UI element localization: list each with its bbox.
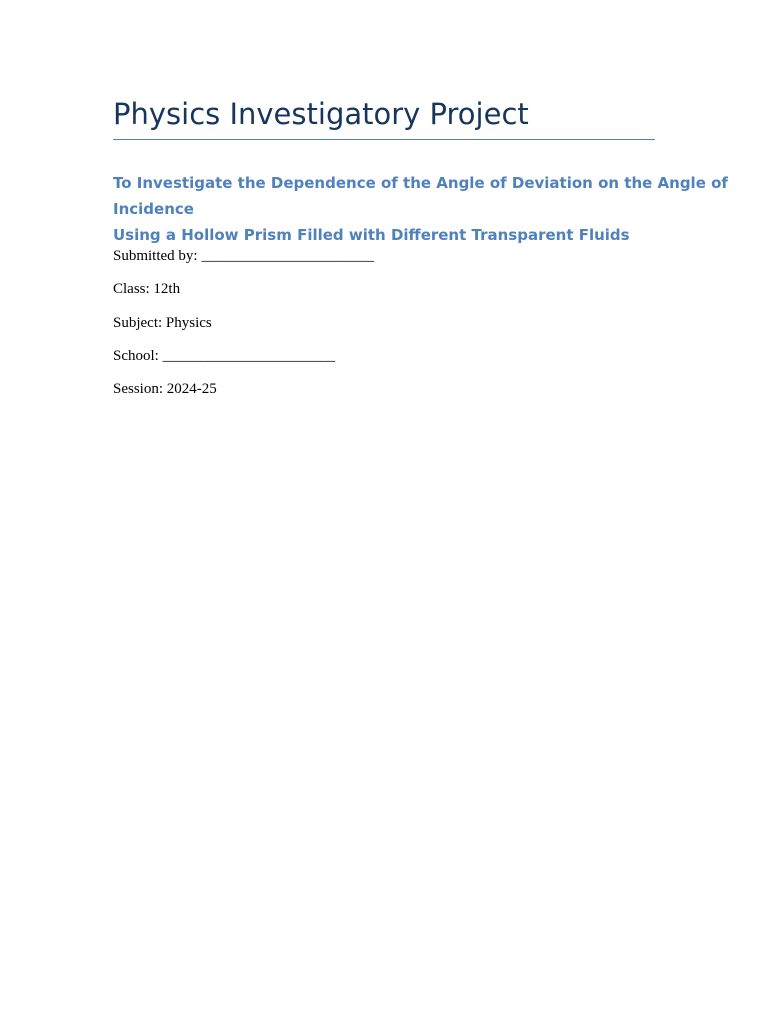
project-subtitle <box>113 170 728 248</box>
subtitle-line: To Investigate the Dependence of the Angle of Deviation on the Angle of <box>113 174 728 192</box>
class-field: Class: 12th <box>113 281 181 297</box>
subject-field: Subject: Physics <box>113 315 212 331</box>
subtitle-line: Using a Hollow Prism Filled with Different Transparent Fluids <box>113 226 630 244</box>
title-underline <box>113 139 655 140</box>
page-title: Physics Investigatory Project <box>113 97 529 131</box>
school-field: School: _______________________ <box>113 348 336 364</box>
submitted-by-field: Submitted by: _______________________ <box>113 248 374 264</box>
subtitle-line: Incidence <box>113 200 194 218</box>
session-field: Session: 2024-25 <box>113 381 217 397</box>
